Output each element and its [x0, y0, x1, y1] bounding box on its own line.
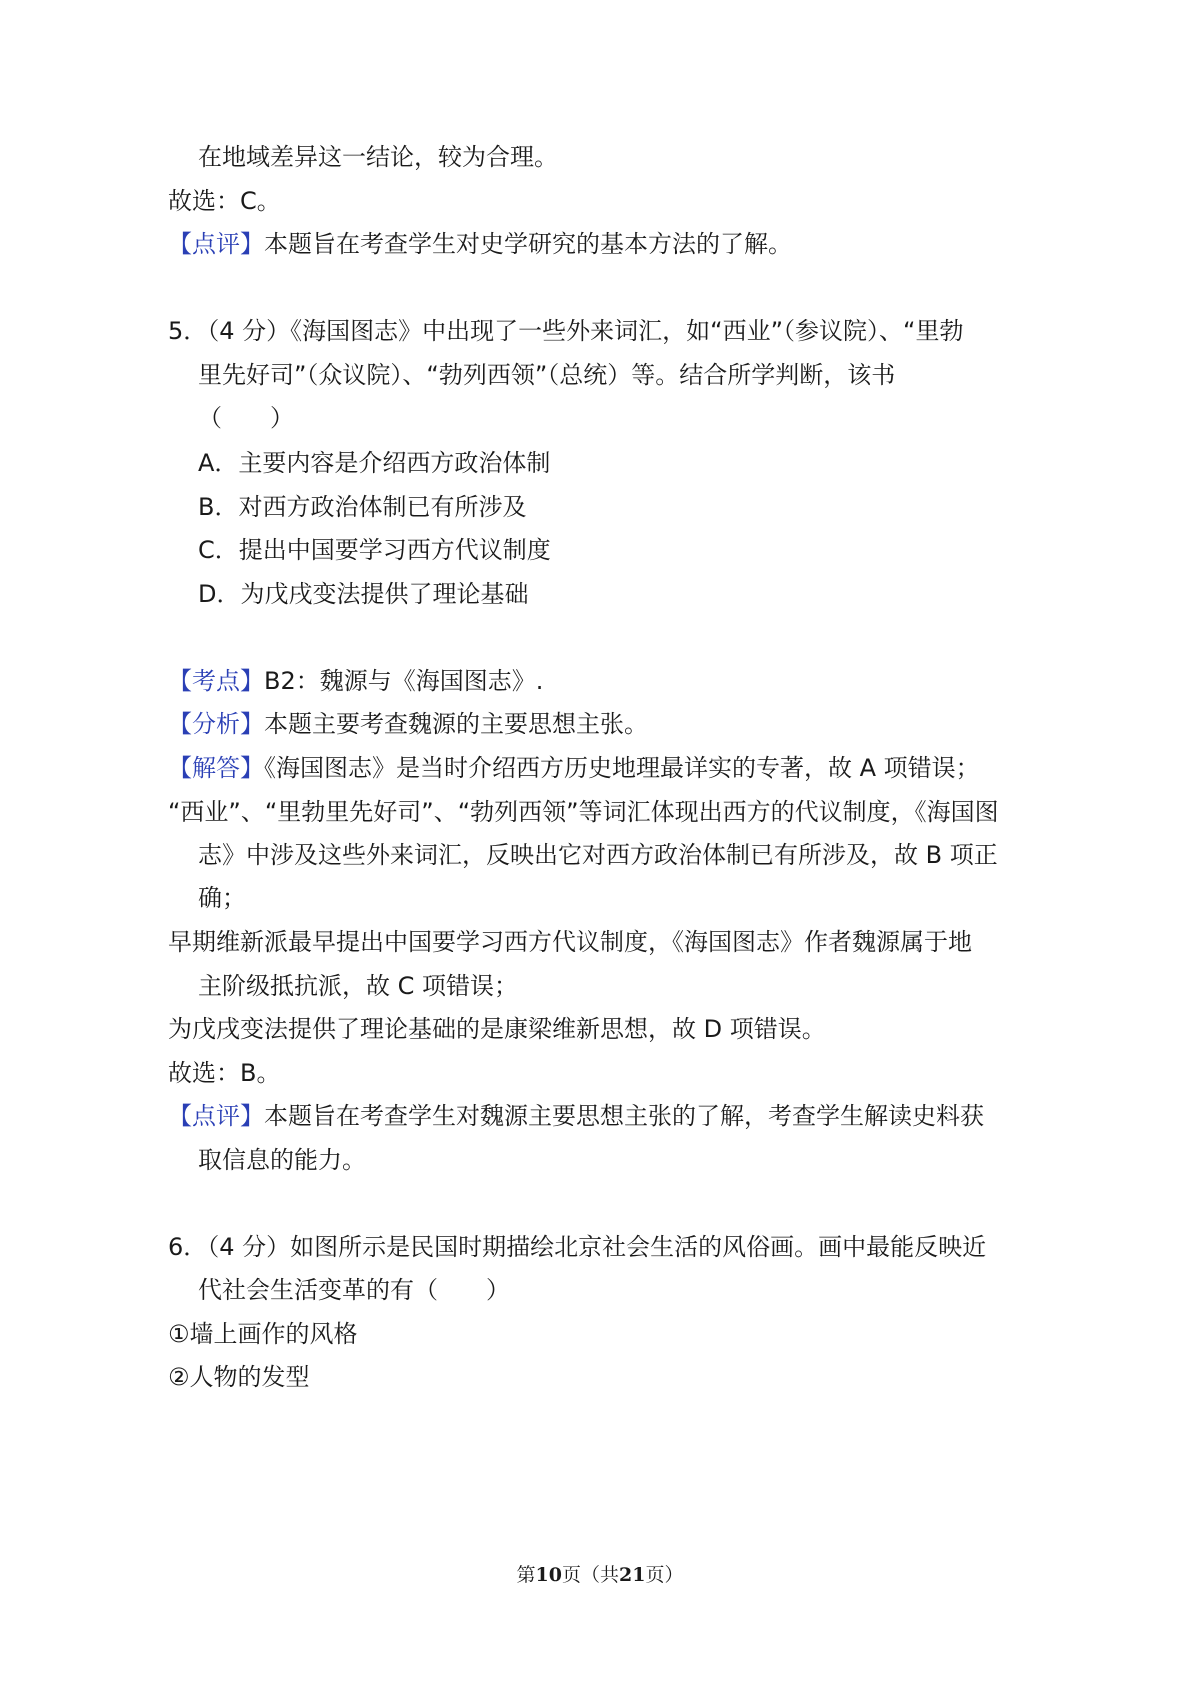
question-5-option-b: B．对西方政治体制已有所涉及	[198, 493, 527, 521]
solution-text: 《海国图志》是当时介绍西方历史地理最详实的专著，故 A 项错误；	[264, 754, 980, 782]
comment-tag: 【点评】	[168, 230, 264, 258]
solution-line-3: 志》中涉及这些外来词汇，反映出它对西方政治体制已有所涉及，故 B 项正	[198, 841, 998, 869]
question-5-line-1: 5．（4 分）《海国图志》中出现了一些外来词汇，如“西业”（参议院）、“里勃	[168, 317, 964, 345]
review-tag: 【点评】	[168, 1102, 264, 1130]
footer-total-pages: 21	[619, 1564, 646, 1586]
solution-line	[168, 752, 980, 784]
solution-line-5: 早期维新派最早提出中国要学习西方代议制度，《海国图志》作者魏源属于地	[168, 928, 972, 956]
question-5-line-2: 里先好司”（众议院）、“勃列西领”（总统）等。结合所学判断，该书	[198, 361, 896, 389]
footer-mid: 页（共	[561, 1564, 619, 1586]
question-6-line-2: 代社会生活变革的有（ ）	[198, 1276, 510, 1304]
key-point-text: B2：魏源与《海国图志》.	[264, 667, 544, 695]
question-5-option-d: D．为戊戌变法提供了理论基础	[198, 580, 529, 608]
footer-prefix: 第	[516, 1564, 536, 1586]
solution-line-4: 确；	[198, 884, 246, 912]
question-6-line-1: 6．（4 分）如图所示是民国时期描绘北京社会生活的风俗画。画中最能反映近	[168, 1233, 987, 1261]
question-5-option-a: A．主要内容是介绍西方政治体制	[198, 449, 551, 477]
question-6-item-1: ①墙上画作的风格	[168, 1320, 358, 1348]
question-5-option-c: C．提出中国要学习西方代议制度	[198, 536, 551, 564]
text-line: 在地域差异这一结论，较为合理。	[198, 143, 558, 171]
question-5-line-3: （ ）	[198, 404, 294, 432]
comment-line	[168, 228, 792, 260]
answer-choice-line: 故选：B。	[168, 1059, 281, 1087]
review-line	[168, 1100, 984, 1132]
analysis-line	[168, 708, 648, 740]
footer-page-number: 10	[535, 1564, 562, 1586]
key-point-line	[168, 665, 543, 697]
solution-line-6: 主阶级抵抗派，故 C 项错误；	[198, 972, 519, 1000]
analysis-tag: 【分析】	[168, 710, 264, 738]
page-footer	[0, 1560, 1200, 1587]
question-6-item-2: ②人物的发型	[168, 1363, 310, 1391]
analysis-text: 本题主要考查魏源的主要思想主张。	[264, 710, 648, 738]
solution-tag: 【解答】	[168, 754, 264, 782]
review-text: 本题旨在考查学生对魏源主要思想主张的了解，考查学生解读史料获	[264, 1102, 984, 1130]
review-line-2: 取信息的能力。	[198, 1146, 366, 1174]
solution-line-7: 为戊戌变法提供了理论基础的是康梁维新思想，故 D 项错误。	[168, 1015, 826, 1043]
solution-line-2: “西业”、“里勃里先好司”、“勃列西领”等词汇体现出西方的代议制度，《海国图	[168, 798, 999, 826]
footer-suffix: 页）	[645, 1564, 684, 1586]
key-point-tag: 【考点】	[168, 667, 264, 695]
answer-choice-line: 故选：C。	[168, 187, 281, 215]
comment-text: 本题旨在考查学生对史学研究的基本方法的了解。	[264, 230, 792, 258]
